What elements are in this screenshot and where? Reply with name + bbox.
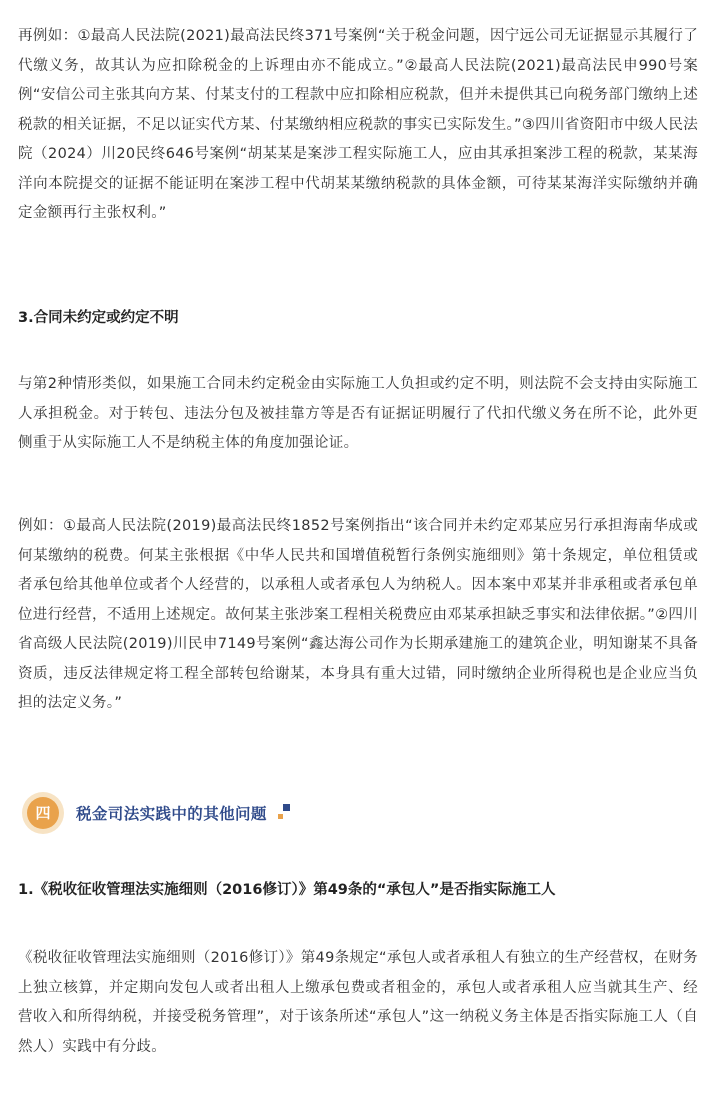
subheading-contract-unclear: 3.合同未约定或约定不明 <box>18 310 179 326</box>
paragraph-contract-unclear: 与第2种情形类似，如果施工合同未约定税金由实际施工人负担或约定不明，则法院不会支持由实际施工人承担税金。对于转包、违法分包及被挂靠方等是否有证据证明履行了代扣代缴义务在所不论，此外更侧重于从实际施工人不是纳税主体的角度加强论证。 <box>18 376 698 451</box>
paragraph-tax-regulation: 《税收征收管理法实施细则（2016修订）》第49条规定“承包人或者承租人有独立的生产经营权，在财务上独立核算，并定期向发包人或者出租人上缴承包费或者租金的，承包人或者承租人应当就其生产、经营收入和所得纳税，并接受税务管理”，对于该条所述“承包人”这一纳税义务主体是否指实际施工人（自然人）实践中有分歧。 <box>18 950 698 1055</box>
section-header <box>18 792 298 836</box>
paragraph-case-examples-2: 例如：①最高人民法院(2019)最高法民终1852号案例指出“该合同并未约定邓某应另行承担海南华成或何某缴纳的税费。何某主张根据《中华人民共和国增值税暂行条例实施细则》第十条规定，单位租赁或者承包给其他单位或者个人经营的，以承租人或者承包人为纳税人。因本案中邓某并非承租或者承包单位进行经营，不适用上述规定。故何某主张涉案工程相关税费应由邓某承担缺乏事实和法律依据。”②四川省高级人民法院(2019)川民申7149号案例“鑫达海公司作为长期承建施工的建筑企业，明知谢某不具备资质，违反法律规定将工程全部转包给谢某，本身具有重大过错，同时缴纳企业所得税也是企业应当负担的法定义务。” <box>18 518 698 711</box>
decorative-square-icon <box>283 804 290 811</box>
section-title: 税金司法实践中的其他问题 <box>76 805 267 823</box>
subheading-contractor-question: 1.《税收征收管理法实施细则（2016修订）》第49条的“承包人”是否指实际施工人 <box>18 882 556 898</box>
decorative-small-square-icon <box>278 814 283 819</box>
section-number-badge: 四 <box>27 797 59 829</box>
paragraph-case-examples-1: 再例如：①最高人民法院(2021)最高法民终371号案例“关于税金问题，因宁远公司无证据显示其履行了代缴义务，故其认为应扣除税金的上诉理由亦不能成立。”②最高人民法院(2021)最高法民申990号案例“安信公司主张其向方某、付某支付的工程款中应扣除相应税款，但并未提供其已向税务部门缴纳上述税款的相关证据，不足以证实代方某、付某缴纳相应税款的事实已实际发生。”③四川省资阳市中级人民法院（2024）川20民终646号案例“胡某某是案涉工程实际施工人，应由其承担案涉工程的税款，某某海洋向本院提交的证据不能证明在案涉工程中代胡某某缴纳税款的具体金额，可待某某海洋实际缴纳并确定金额再行主张权利。” <box>18 28 698 221</box>
